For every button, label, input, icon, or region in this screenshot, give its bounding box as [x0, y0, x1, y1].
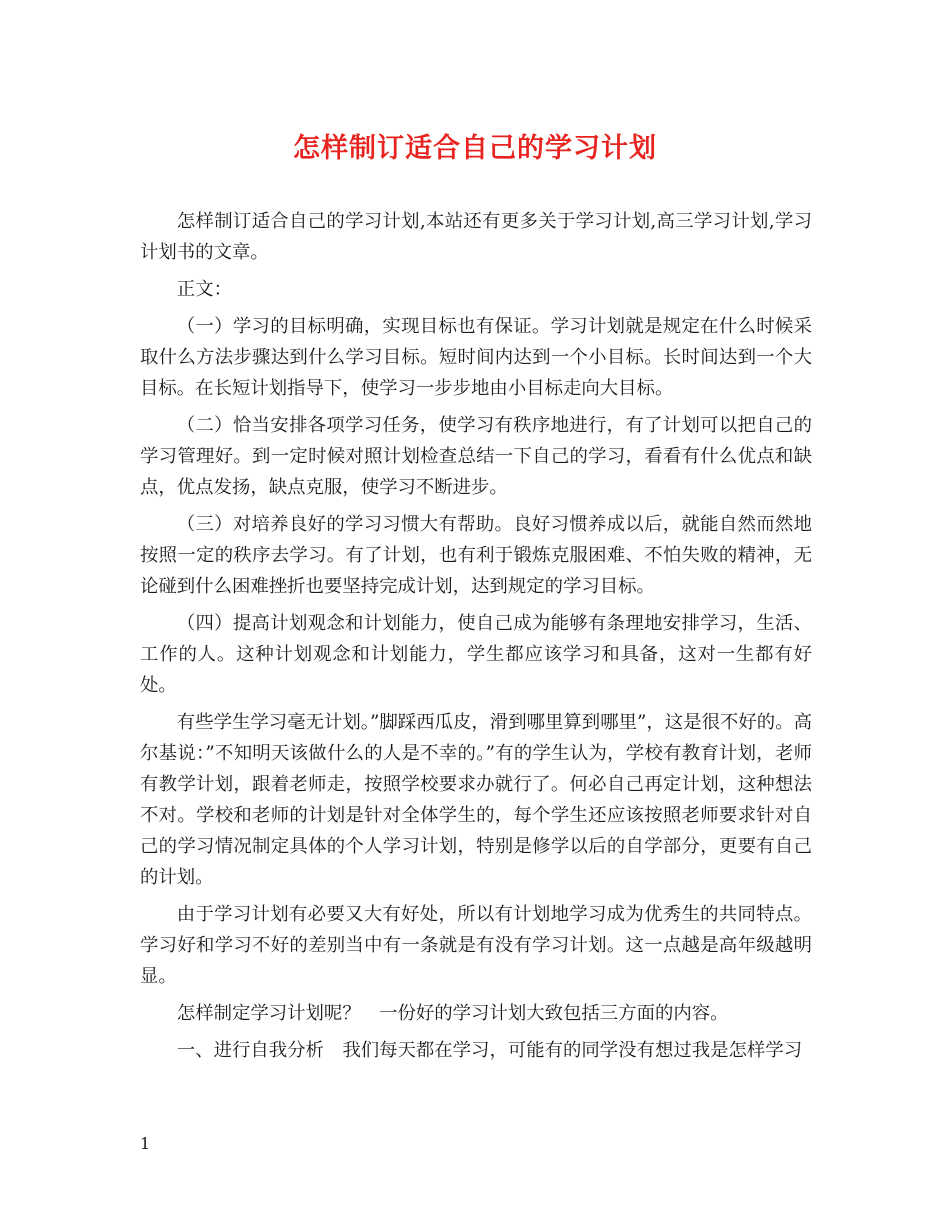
paragraph-point-3: （三）对培养良好的学习习惯大有帮助。良好习惯养成以后，就能自然而然地按照一定的秩序去学习。有了计划，也有利于锻炼克服困难、不怕失败的精神，无论碰到什么困难挫折也要坚持完成计划，达到规定的学习目标。: [140, 514, 812, 597]
paragraph-how-to: 怎样制定学习计划呢？ 一份好的学习计划大致包括三方面的内容。: [176, 1003, 729, 1024]
paragraph-no-plan: 有些学生学习毫无计划。”脚踩西瓜皮，滑到哪里算到哪里”，这是很不好的。高尔基说：”不知明天该做什么的人是不幸的。”有的学生认为，学校有教育计划，老师有教学计划，跟着老师走，按照学校要求办就行了。何必自己再定计划，这种想法不对。学校和老师的计划是针对全体学生的，每个学生还应该按照老师要求针对自己的学习情况制定具体的个人学习计划，特别是修学以后的自学部分，更要有自己的计划。: [140, 712, 812, 888]
paragraph-benefits: 由于学习计划有必要又大有好处，所以有计划地学习成为优秀生的共同特点。学习好和学习不好的差别当中有一条就是有没有学习计划。这一点越是高年级越明显。: [140, 904, 812, 987]
paragraph-main-text-label: 正文：: [176, 279, 232, 300]
paragraph-self-analysis: 一、进行自我分析 我们每天都在学习，可能有的同学没有想过我是怎样学习: [176, 1040, 803, 1061]
document-body: [140, 206, 812, 1072]
page-number: 1: [140, 1134, 151, 1153]
paragraph-point-4: （四）提高计划观念和计划能力，使自己成为能够有条理地安排学习，生活、工作的人。这种计划观念和计划能力，学生都应该学习和具备，这对一生都有好处。: [140, 613, 812, 696]
document-title: 怎样制订适合自己的学习计划: [293, 133, 657, 164]
paragraph-point-1: （一）学习的目标明确，实现目标也有保证。学习计划就是规定在什么时候采取什么方法步骤达到什么学习目标。短时间内达到一个小目标。长时间达到一个大目标。在长短计划指导下，使学习一步步地由小目标走向大目标。: [140, 316, 812, 399]
paragraph-intro: 怎样制订适合自己的学习计划,本站还有更多关于学习计划,高三学习计划,学习计划书的文章。: [140, 211, 812, 263]
paragraph-point-2: （二）恰当安排各项学习任务，使学习有秩序地进行，有了计划可以把自己的学习管理好。到一定时候对照计划检查总结一下自己的学习，看看有什么优点和缺点，优点发扬，缺点克服，使学习不断进步。: [140, 415, 812, 498]
